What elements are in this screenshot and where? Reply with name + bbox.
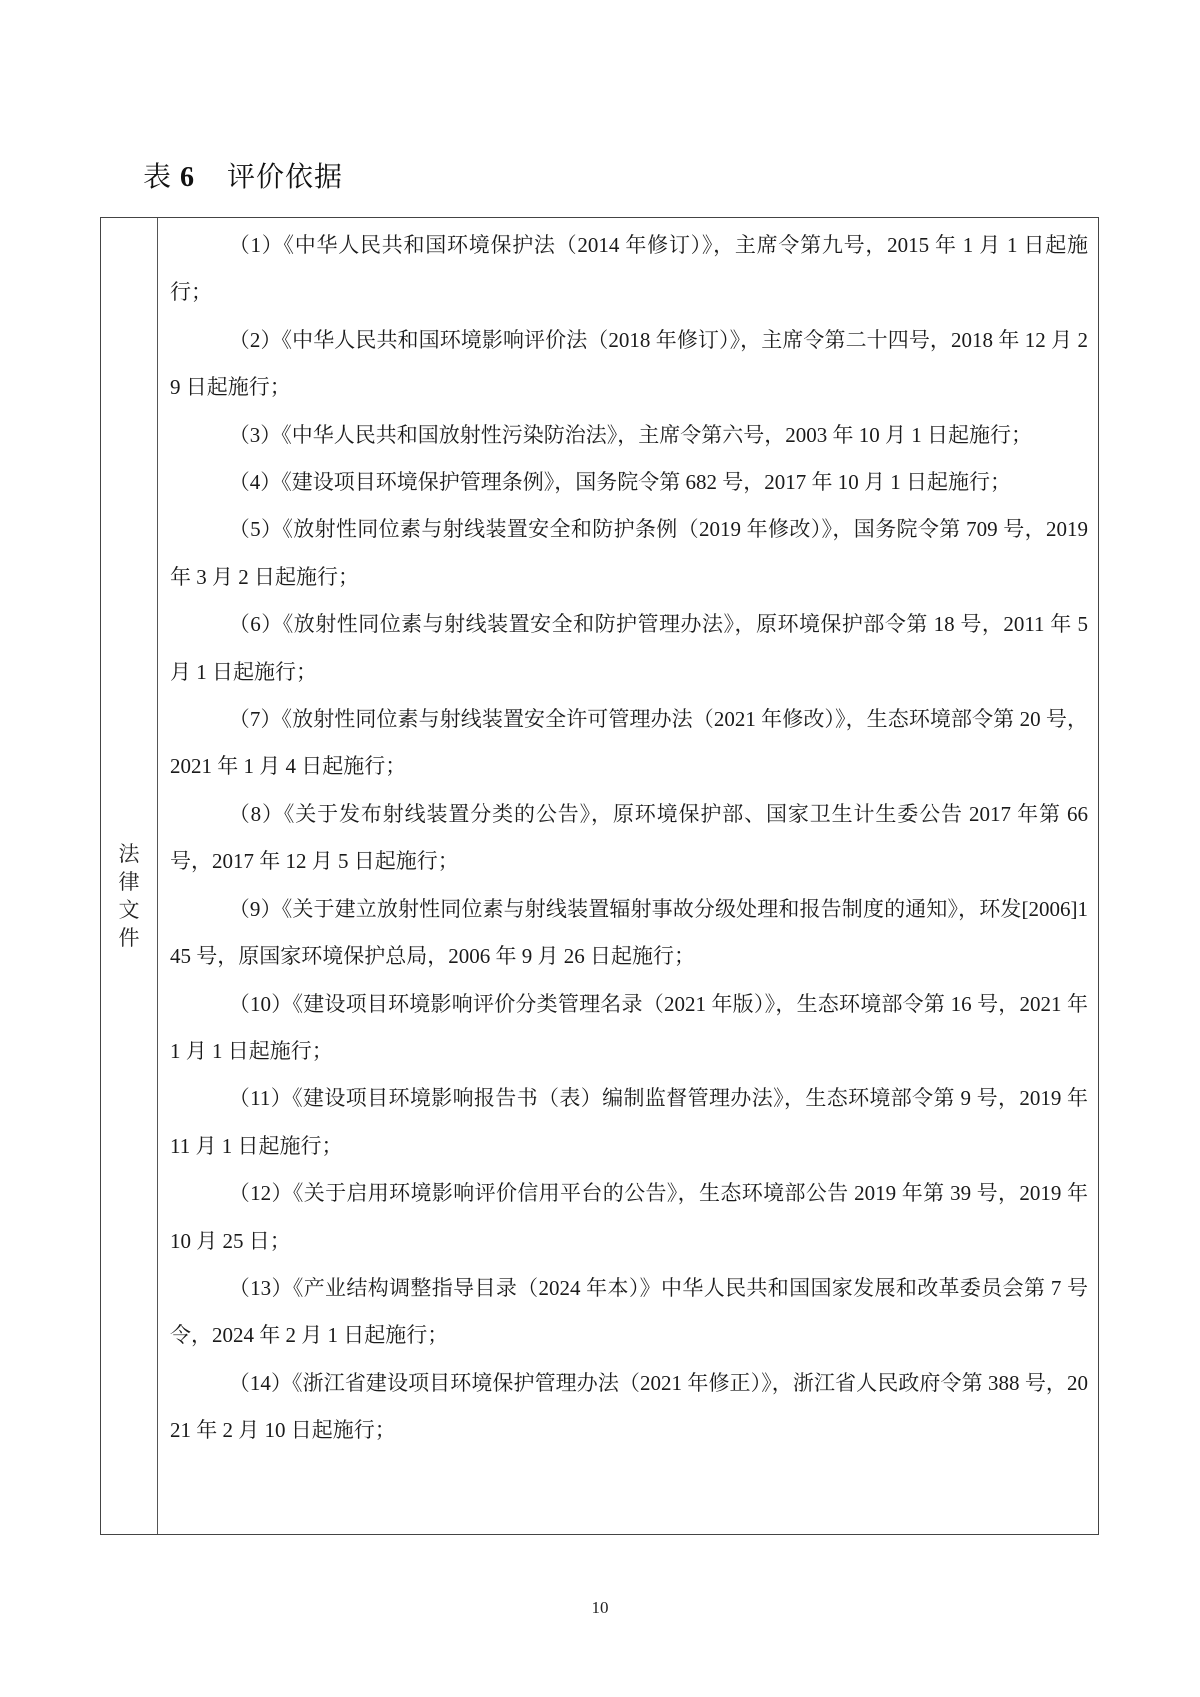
law-item-11: （11）《建设项目环境影响报告书（表）编制监督管理办法》，生态环境部令第 9 号，2019 年 11 月 1 日起施行； bbox=[170, 1086, 1088, 1158]
page-number: 10 bbox=[591, 1598, 609, 1617]
category-label-char: 件 bbox=[118, 926, 140, 950]
law-item-4: （4）《建设项目环境保护管理条例》，国务院令第 682 号，2017 年 10 月 1 日起施行； bbox=[228, 470, 1012, 495]
law-item-5: （5）《放射性同位素与射线装置安全和防护条例（2019 年修改）》，国务院令第 709 号，2019 年 3 月 2 日起施行； bbox=[170, 517, 1088, 589]
law-item-13: （13）《产业结构调整指导目录（2024 年本）》中华人民共和国国家发展和改革委员会第 7 号令，2024 年 2 月 1 日起施行； bbox=[170, 1275, 1088, 1348]
law-item-10: （10）《建设项目环境影响评价分类管理名录（2021 年版）》，生态环境部令第 16 号，2021 年 1 月 1 日起施行； bbox=[170, 991, 1088, 1063]
title-gap bbox=[195, 162, 227, 193]
table-number: 6 bbox=[180, 162, 196, 193]
law-item-7: （7）《放射性同位素与射线装置安全许可管理办法（2021 年修改）》，生态环境部令第 20 号，2021 年 1 月 4 日起施行； bbox=[170, 707, 1088, 779]
category-label-char: 法 bbox=[118, 842, 140, 866]
category-label-legal-documents bbox=[119, 840, 140, 952]
law-item-12: （12）《关于启用环境影响评价信用平台的公告》，生态环境部公告 2019 年第 39 号，2019 年 10 月 25 日； bbox=[170, 1181, 1088, 1253]
law-item-1: （1）《中华人民共和国环境保护法（2014 年修订）》，主席令第九号，2015 年 1 月 1 日起施行； bbox=[170, 233, 1088, 305]
content-column bbox=[158, 218, 1098, 1534]
category-label-char: 律 bbox=[118, 870, 140, 894]
law-item-9: （9）《关于建立放射性同位素与射线装置辐射事故分级处理和报告制度的通知》，环发[2006]145 号，原国家环境保护总局，2006 年 9 月 26 日起施行； bbox=[170, 896, 1088, 969]
category-column bbox=[101, 218, 158, 1534]
law-item-8: （8）《关于发布射线装置分类的公告》，原环境保护部、国家卫生计生委公告 2017 年第 66 号，2017 年 12 月 5 日起施行； bbox=[170, 801, 1088, 874]
evaluation-basis-table bbox=[100, 217, 1099, 1535]
table-prefix: 表 bbox=[143, 162, 181, 193]
table-title-text: 评价依据 bbox=[227, 162, 344, 193]
law-item-6: （6）《放射性同位素与射线装置安全和防护管理办法》，原环境保护部令第 18 号，2011 年 5 月 1 日起施行； bbox=[170, 612, 1088, 684]
law-item-3: （3）《中华人民共和国放射性污染防治法》，主席令第六号，2003 年 10 月 1 日起施行； bbox=[228, 422, 1033, 447]
page-title bbox=[143, 160, 343, 196]
law-item-14: （14）《浙江省建设项目环境保护管理办法（2021 年修正）》，浙江省人民政府令第 388 号，2021 年 2 月 10 日起施行； bbox=[170, 1370, 1088, 1443]
law-item-2: （2）《中华人民共和国环境影响评价法（2018 年修订）》，主席令第二十四号，2018 年 12 月 29 日起施行； bbox=[170, 327, 1088, 400]
category-label-char: 文 bbox=[118, 898, 140, 922]
